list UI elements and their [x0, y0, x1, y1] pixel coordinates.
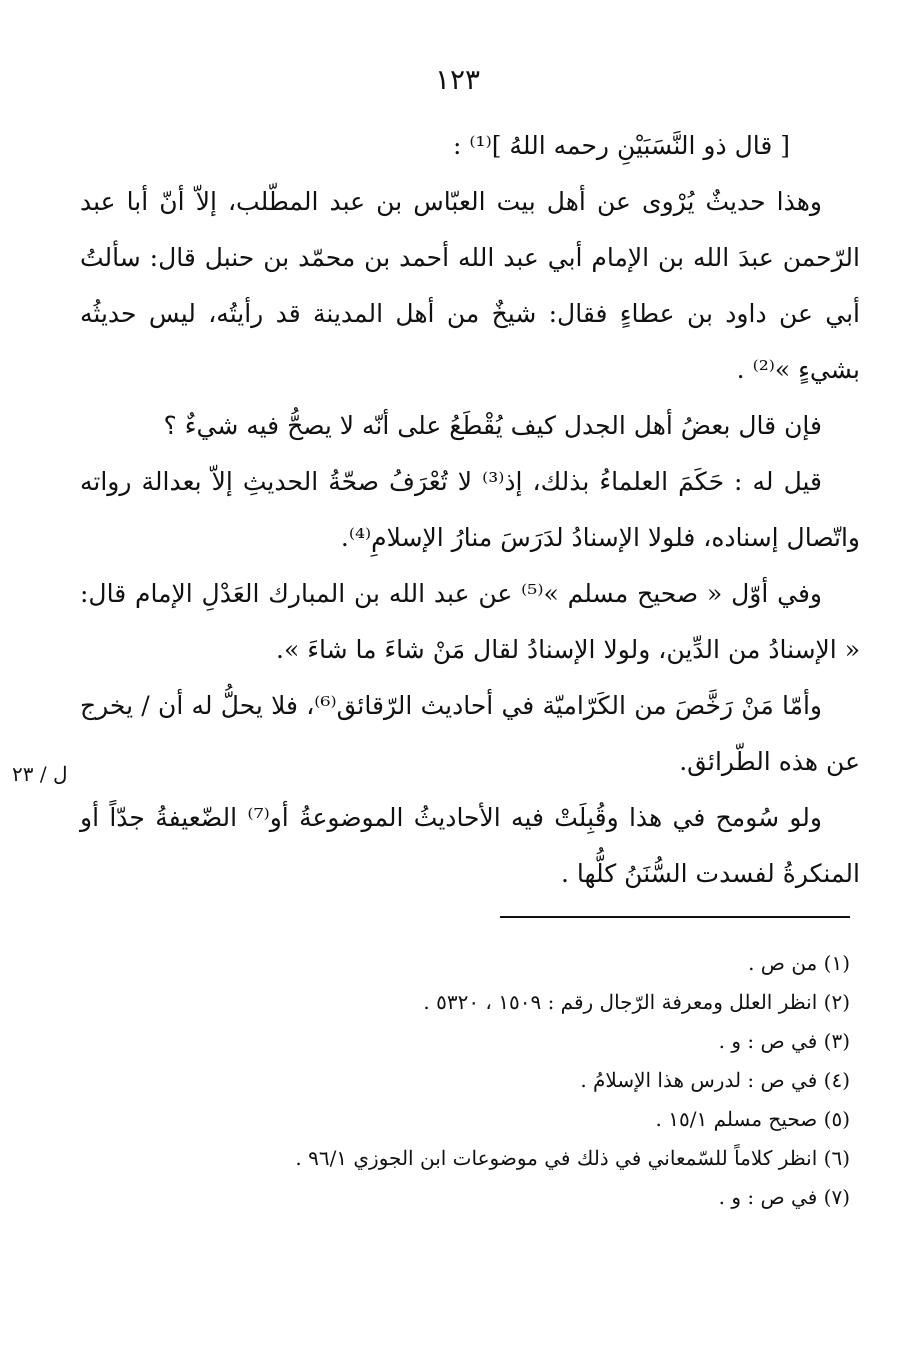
paragraph-sahih-muslim-quote: وفي أوّل « صحيح مسلم »⁽⁵⁾ عن عبد الله بن المبارك العَدْلِ الإمام قال: « الإسنادُ من الدِّين، ولولا الإسنادُ لقال مَنْ شاءَ ما شاءَ ».	[80, 579, 860, 664]
paragraph-conclusion: ولو سُومح في هذا وقُبِلَتْ فيه الأحاديثُ الموضوعةُ أو⁽⁷⁾ الضّعيفةُ جدّاً أو المنكرةُ لفسدت السُّنَنُ كلُّها .	[80, 803, 860, 888]
paragraph-reply: قيل له : حَكَمَ العلماءُ بذلك، إذ⁽³⁾ لا تُعْرَفُ صحّةُ الحديثِ إلاّ بعدالة رواته واتّصال إسناده، فلولا الإسنادُ لدَرَسَ منارُ الإسلامِ⁽⁴⁾.	[80, 467, 860, 552]
footnote-separator	[500, 916, 850, 918]
footnote: (١) من ص .	[748, 951, 850, 975]
paragraph-hadith-narration: وهذا حديثٌ يُرْوى عن أهل بيت العبّاس بن عبد المطّلب، إلاّ أنّ أبا عبد الرّحمن عبدَ الله بن الإمام أبي عبد الله أحمد بن محمّد بن حنبل قال: سألتُ أبي عن داود بن عطاءٍ فقال: شيخٌ من أهل المدينة قد رأيتُه، ليس حديثُه بشيءٍ »⁽²⁾ .	[80, 187, 860, 384]
footnote: (٢) انظر العلل ومعرفة الرّجال رقم : ١٥٠٩ ، ٥٣٢٠ .	[423, 990, 850, 1014]
footnotes	[80, 944, 850, 1217]
footnote: (٣) في ص : و .	[718, 1029, 850, 1053]
section-heading: [ قال ذو النَّسَبَيْنِ رحمه اللهُ ]⁽¹⁾ :	[453, 131, 790, 160]
manuscript-folio-note: ل / ٢٣	[12, 762, 68, 786]
footnote: (٤) في ص : لدرس هذا الإسلامُ .	[580, 1068, 850, 1092]
footnote: (٥) صحيح مسلم ١٥/١ .	[655, 1107, 850, 1131]
paragraph-objection: فإن قال بعضُ أهل الجدل كيف يُقْطَعُ على أنّه لا يصحُّ فيه شيءٌ ؟	[163, 411, 822, 440]
footnote: (٦) انظر كلاماً للسّمعاني في ذلك في موضوعات ابن الجوزي ٩٦/١ .	[295, 1146, 850, 1170]
main-text	[80, 118, 860, 902]
paragraph-karramiyya: وأمّا مَنْ رَخَّصَ من الكَرّاميّة في أحاديث الرّقائق⁽⁶⁾، فلا يحلُّ له أن / يخرج عن هذه الطّرائق.	[80, 691, 860, 776]
footnote: (٧) في ص : و .	[718, 1185, 850, 1209]
page-number: ١٢٣	[434, 63, 481, 96]
